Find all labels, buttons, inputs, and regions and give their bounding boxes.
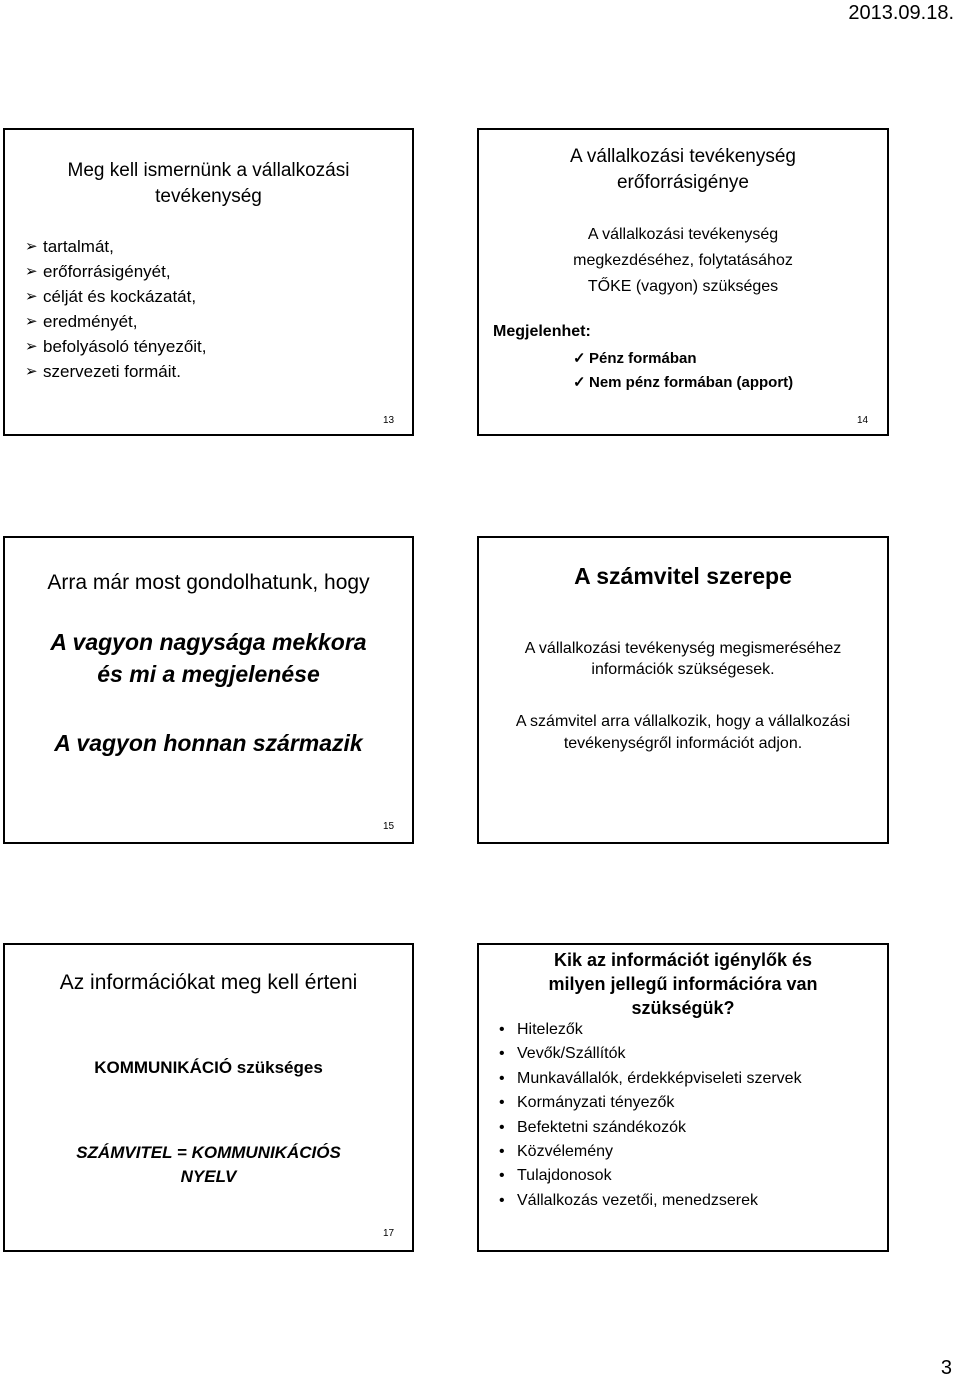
bullet-icon: • [499,1118,505,1136]
slide-15-question: A vagyon nagysága mekkora és mi a megjelenése [50,629,367,687]
bullet-icon: • [499,1143,505,1161]
bullet-icon: • [499,1069,505,1087]
slide-16-title: A számvitel szerepe [574,563,792,589]
list-item: • Vevők/Szállítók [495,1042,802,1066]
bullet-icon: • [499,1191,505,1209]
slide-18 [477,943,889,1252]
arrow-bullet-icon: ➢ [25,338,38,355]
slide-18-list [495,1018,802,1213]
list-item: ➢ tartalmát, [25,234,207,259]
slide-15 [3,536,414,844]
slide-14-label: Megjelenhet: [493,323,591,340]
list-item: ➢ eredményét, [25,309,207,334]
slide-17-emphasis: SZÁMVITEL = KOMMUNIKÁCIÓS NYELV [76,1143,341,1186]
list-item: • Munkavállalók, érdekképviseleti szervek [495,1067,802,1091]
page-date: 2013.09.18. [848,2,954,24]
slide-number: 13 [383,415,395,426]
slide-17-title: Az információkat meg kell érteni [59,971,358,994]
bullet-icon: • [499,1167,505,1185]
slide-14 [477,128,889,436]
arrow-bullet-icon: ➢ [25,288,38,305]
slide-13 [3,128,414,436]
arrow-bullet-icon: ➢ [25,263,38,280]
slide-17-line: KOMMUNIKÁCIÓ szükséges [94,1058,323,1077]
slide-17 [3,943,414,1252]
bullet-icon: • [499,1045,505,1063]
slide-13-title: Meg kell ismernünk a vállalkozási tevékenység [67,160,350,207]
list-item: • Hitelezők [495,1018,802,1042]
slide-18-title: Kik az információt igénylők és milyen jellegű információra van szükségük? [548,950,818,1018]
slide-16-paragraph-1: A vállalkozási tevékenység megismeréséhez információk szükségesek. [524,640,842,678]
list-item: ➢ erőforrásigényét, [25,259,207,284]
list-item: ➢ célját és kockázatát, [25,284,207,309]
slide-13-list [25,234,207,384]
bullet-icon: • [499,1094,505,1112]
check-icon: ✓ [573,374,586,391]
check-icon: ✓ [573,350,586,367]
list-item: • Közvélemény [495,1140,802,1164]
list-item: ✓ Nem pénz formában (apport) [573,371,793,395]
list-item: ➢ befolyásoló tényezőit, [25,334,207,359]
slide-15-intro: Arra már most gondolhatunk, hogy [47,571,370,594]
list-item: • Kormányzati tényezők [495,1091,802,1115]
list-item: ➢ szervezeti formáit. [25,359,207,384]
slide-14-title: A vállalkozási tevékenység erőforrásigénye [569,146,796,193]
slide-15-question-2: A vagyon honnan származik [54,730,363,756]
arrow-bullet-icon: ➢ [25,313,38,330]
arrow-bullet-icon: ➢ [25,363,38,380]
slide-16 [477,536,889,844]
slide-16-paragraph-2: A számvitel arra vállalkozik, hogy a vállalkozási tevékenységről információt adjon. [515,713,851,752]
list-item: ✓ Pénz formában [573,347,793,371]
slide-number: 14 [857,415,869,426]
slide-14-subtitle: A vállalkozási tevékenység megkezdéséhez, folytatásához TŐKE (vagyon) szükséges [573,226,793,295]
arrow-bullet-icon: ➢ [25,238,38,255]
slide-number: 15 [383,821,395,832]
page-number: 3 [940,1357,952,1379]
list-item: • Befektetni szándékozók [495,1116,802,1140]
list-item: • Vállalkozás vezetői, menedzserek [495,1189,802,1213]
slide-number: 17 [383,1228,395,1239]
slide-14-list [573,347,793,395]
list-item: • Tulajdonosok [495,1164,802,1188]
bullet-icon: • [499,1021,505,1038]
